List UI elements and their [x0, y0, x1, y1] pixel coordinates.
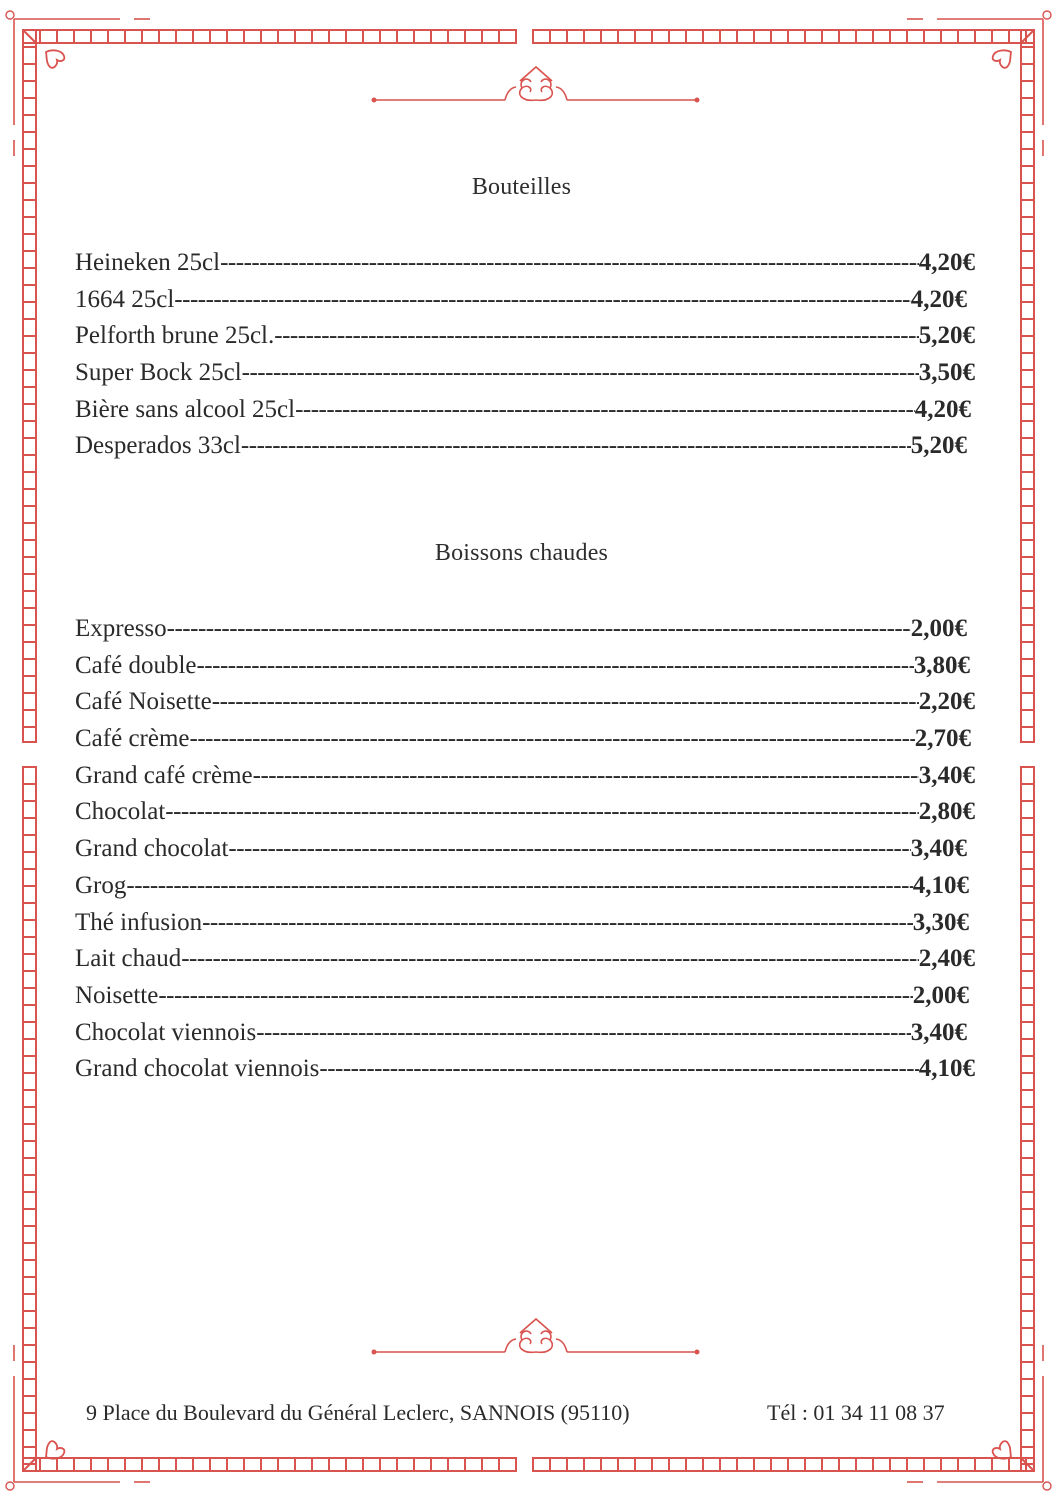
- menu-item: [75, 318, 975, 355]
- item-name: Pelforth brune 25cl.: [75, 322, 275, 350]
- item-name: Expresso: [75, 615, 167, 642]
- dotted-leader: [158, 978, 912, 1015]
- menu-item: [75, 684, 975, 721]
- bottom-ornament-icon: [372, 1319, 700, 1355]
- item-name: Café Noisette: [75, 688, 212, 716]
- menu-list-bouteilles: [75, 245, 975, 465]
- menu-list-boissons-chaudes: [75, 611, 975, 1088]
- item-name: Thé infusion: [75, 908, 203, 936]
- item-price: 2,40€: [918, 945, 975, 973]
- menu-item: [75, 282, 975, 319]
- dotted-leader: [253, 758, 919, 795]
- menu-item: [75, 428, 975, 465]
- heart-icon: [993, 1441, 1011, 1458]
- dotted-leader: [256, 1015, 911, 1052]
- item-name: Bière sans alcool 25cl: [75, 395, 296, 423]
- dotted-leader: [181, 941, 919, 978]
- dotted-leader: [319, 1051, 918, 1088]
- heart-icon: [46, 1441, 64, 1458]
- dotted-leader: [295, 392, 915, 429]
- item-price: 3,40€: [910, 835, 967, 863]
- menu-item: [75, 245, 975, 282]
- dotted-leader: [274, 318, 918, 355]
- tile-band: [23, 1458, 516, 1471]
- dotted-leader: [220, 245, 919, 282]
- menu-item: [75, 1015, 975, 1052]
- item-price: 2,00€: [912, 981, 969, 1009]
- footer-address: 9 Place du Boulevard du Général Leclerc, SANNOIS (95110): [86, 1400, 630, 1425]
- dotted-leader: [242, 355, 919, 392]
- dotted-leader: [165, 794, 918, 831]
- item-price: 4,10€: [918, 1055, 975, 1083]
- item-name: Noisette: [75, 981, 159, 1009]
- menu-item: [75, 1051, 975, 1088]
- menu-item: [75, 978, 975, 1015]
- dotted-leader: [126, 868, 912, 905]
- dotted-leader: [212, 684, 919, 721]
- item-price: 4,10€: [912, 871, 969, 899]
- item-price: 2,80€: [918, 798, 975, 826]
- menu-item: [75, 648, 975, 685]
- item-name: Chocolat: [75, 798, 166, 826]
- dotted-leader: [190, 721, 915, 758]
- item-price: 3,40€: [910, 1018, 967, 1046]
- menu-item: [75, 831, 975, 868]
- menu-item: [75, 721, 975, 758]
- item-name: Grand chocolat viennois: [75, 1055, 320, 1083]
- item-name: Grand café crème: [75, 761, 253, 789]
- item-price: 5,20€: [918, 322, 975, 350]
- item-price: 4,20€: [914, 395, 971, 423]
- item-name: Lait chaud: [75, 945, 182, 973]
- item-price: 3,80€: [913, 651, 970, 679]
- item-price: 4,20€: [910, 285, 967, 313]
- item-name: Desperados 33cl: [75, 432, 241, 460]
- item-price: 3,50€: [918, 359, 975, 387]
- menu-item: [75, 905, 975, 942]
- item-name: Café crème: [75, 725, 190, 753]
- top-ornament-icon: [372, 67, 700, 103]
- item-name: Café double: [75, 651, 197, 679]
- menu-item: [75, 941, 975, 978]
- item-name: Heineken 25cl: [75, 249, 221, 276]
- dotted-leader: [196, 648, 913, 685]
- item-price: 5,20€: [910, 432, 967, 460]
- item-price: 4,20€: [918, 249, 975, 276]
- menu-item: [75, 794, 975, 831]
- item-price: 3,40€: [918, 761, 975, 789]
- tile-band: [23, 767, 36, 1471]
- dotted-leader: [228, 831, 910, 868]
- section-title-boissons-chaudes: Boissons chaudes: [434, 540, 609, 566]
- menu-item: [75, 868, 975, 905]
- item-price: 2,20€: [918, 688, 975, 716]
- item-name: Super Bock 25cl: [75, 359, 242, 387]
- menu-item: [75, 355, 975, 392]
- item-price: 2,70€: [914, 725, 971, 753]
- dotted-leader: [174, 282, 910, 319]
- heart-icon: [46, 50, 64, 67]
- tile-band: [23, 30, 516, 43]
- item-price: 3,30€: [912, 908, 969, 936]
- tile-band: [1021, 767, 1034, 1471]
- menu-item: [75, 392, 975, 429]
- heart-icon: [993, 50, 1011, 67]
- item-name: 1664 25cl: [75, 285, 175, 313]
- footer-phone: Tél : 01 34 11 08 37: [767, 1400, 945, 1425]
- menu-item: [75, 758, 975, 795]
- menu-item: [75, 611, 975, 648]
- item-name: Grog: [75, 871, 127, 899]
- dotted-leader: [167, 611, 911, 648]
- dotted-leader: [202, 905, 913, 942]
- item-name: Grand chocolat: [75, 835, 229, 863]
- dotted-leader: [241, 428, 911, 465]
- item-price: 2,00€: [910, 615, 967, 642]
- section-title-bouteilles: Bouteilles: [471, 174, 572, 200]
- item-name: Chocolat viennois: [75, 1018, 257, 1046]
